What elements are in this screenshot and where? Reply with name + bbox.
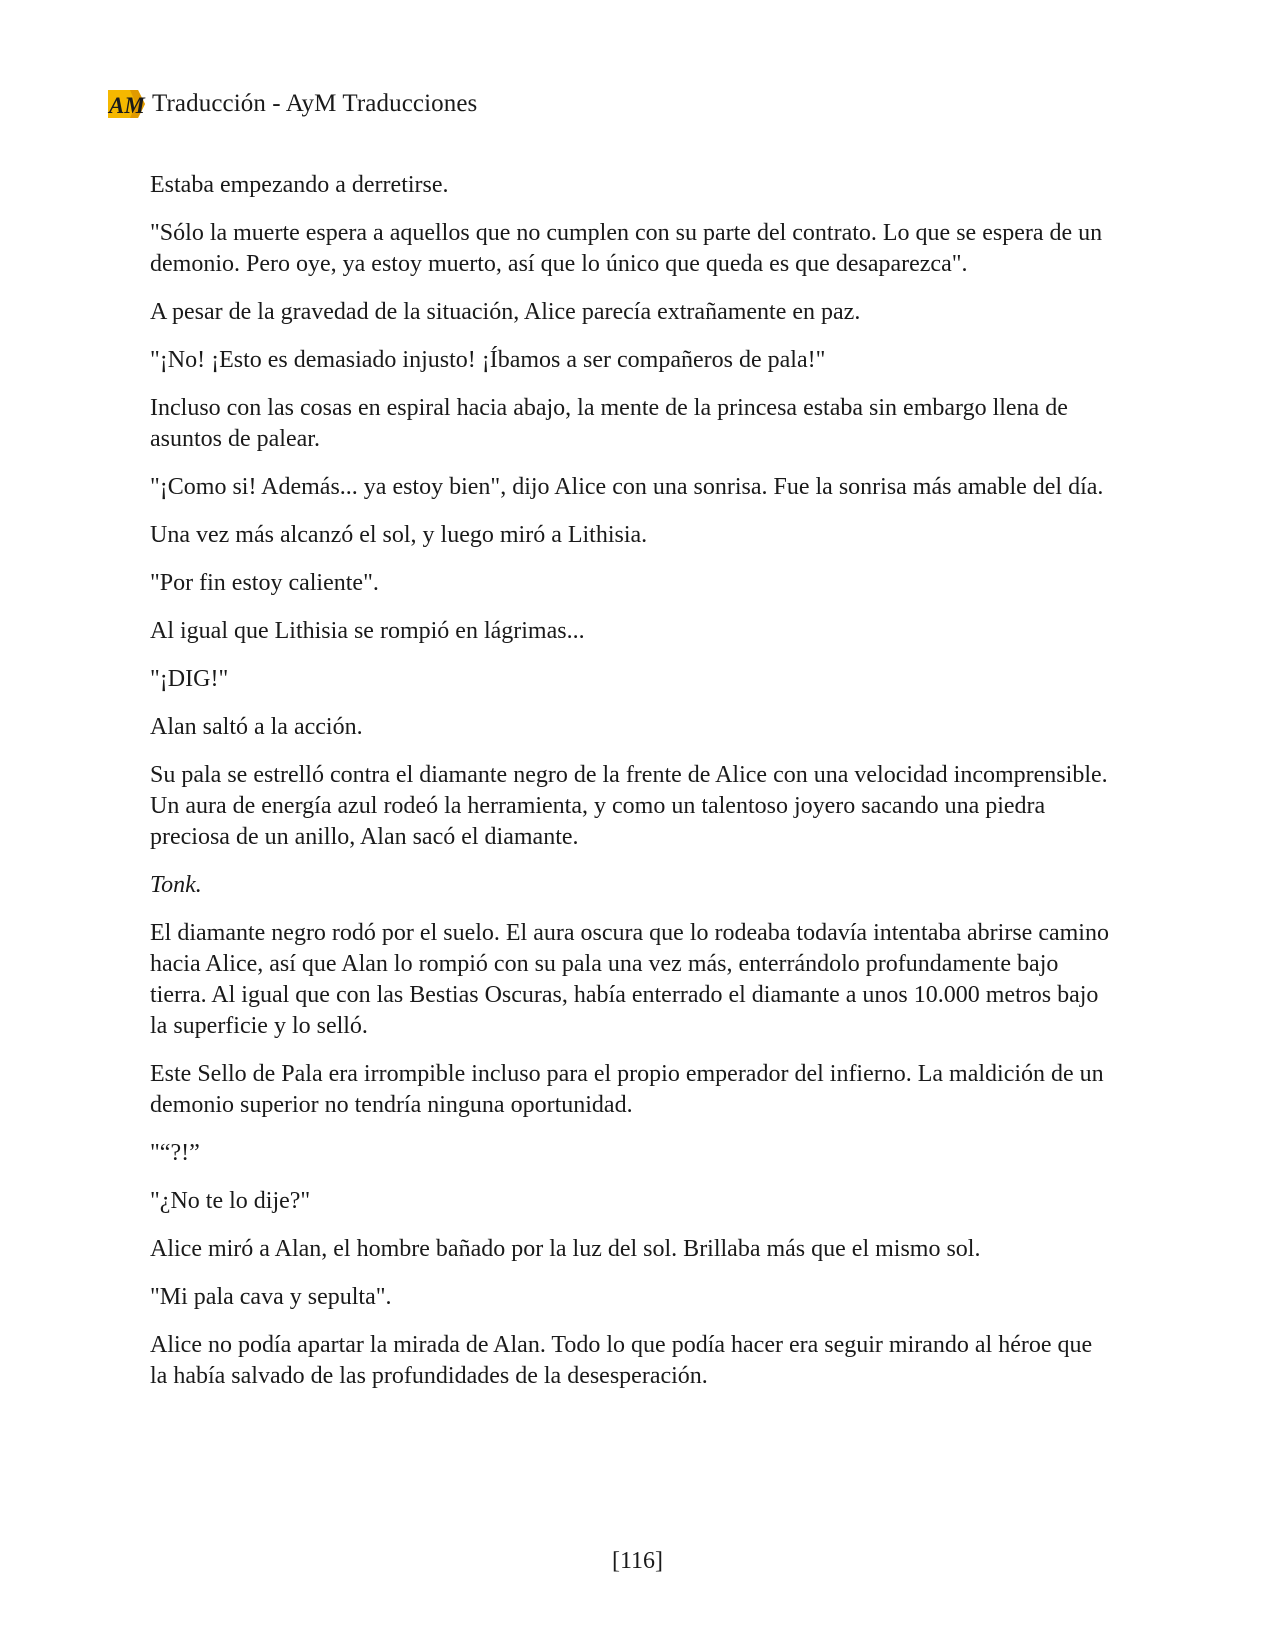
- paragraph: Una vez más alcanzó el sol, y luego miró a Lithisia.: [150, 522, 648, 548]
- paragraph: "Por fin estoy caliente".: [150, 570, 379, 596]
- paragraph-sound-effect: Tonk.: [150, 872, 202, 898]
- paragraph: "¡Como si! Además... ya estoy bien", dijo Alice con una sonrisa. Fue la sonrisa más amable del día.: [150, 474, 1104, 500]
- paragraph: Este Sello de Pala era irrompible incluso para el propio emperador del infierno. La maldición de un demonio superior no tendría ninguna oportunidad.: [150, 1061, 1104, 1118]
- paragraph: Alice no podía apartar la mirada de Alan. Todo lo que podía hacer era seguir mirando al héroe que la había salvado de las profundidades de la desesperación.: [150, 1332, 1093, 1389]
- aym-logo-icon: [104, 88, 146, 120]
- paragraph: "¡No! ¡Esto es demasiado injusto! ¡Íbamos a ser compañeros de pala!": [150, 347, 826, 373]
- paragraph: Estaba empezando a derretirse.: [150, 172, 449, 198]
- paragraph: Al igual que Lithisia se rompió en lágrimas...: [150, 618, 585, 644]
- paragraph: Incluso con las cosas en espiral hacia abajo, la mente de la princesa estaba sin embargo llena de asuntos de palear.: [150, 395, 1068, 452]
- paragraph: Su pala se estrelló contra el diamante negro de la frente de Alice con una velocidad incomprensible. Un aura de energía azul rodeó la herramienta, y como un talentoso joyero sacando una piedra preciosa de un anillo, Alan sacó el diamante.: [150, 762, 1108, 850]
- paragraph: "“?!”: [150, 1140, 200, 1166]
- page-number: [116]: [611, 1548, 664, 1574]
- paragraph: Alice miró a Alan, el hombre bañado por la luz del sol. Brillaba más que el mismo sol.: [150, 1236, 981, 1262]
- page-body: [150, 170, 1110, 1409]
- paragraph: El diamante negro rodó por el suelo. El aura oscura que lo rodeaba todavía intentaba abrirse camino hacia Alice, así que Alan lo rompió con su pala una vez más, enterrándolo profundamente bajo tierra. Al igual que con las Bestias Oscuras, había enterrado el diamante a unos 10.000 metros bajo la superficie y lo selló.: [150, 920, 1109, 1039]
- page-header: [104, 88, 477, 120]
- paragraph: Alan saltó a la acción.: [150, 714, 363, 740]
- svg-text:AM: AM: [109, 93, 145, 118]
- paragraph: "¿No te lo dije?": [150, 1188, 311, 1214]
- paragraph: "Sólo la muerte espera a aquellos que no cumplen con su parte del contrato. Lo que se espera de un demonio. Pero oye, ya estoy muerto, así que lo único que queda es que desaparezca".: [150, 220, 1103, 277]
- paragraph: "¡DIG!": [150, 666, 229, 692]
- paragraph: "Mi pala cava y sepulta".: [150, 1284, 392, 1310]
- header-title: Traducción - AyM Traducciones: [152, 90, 478, 117]
- paragraph: A pesar de la gravedad de la situación, Alice parecía extrañamente en paz.: [150, 299, 861, 325]
